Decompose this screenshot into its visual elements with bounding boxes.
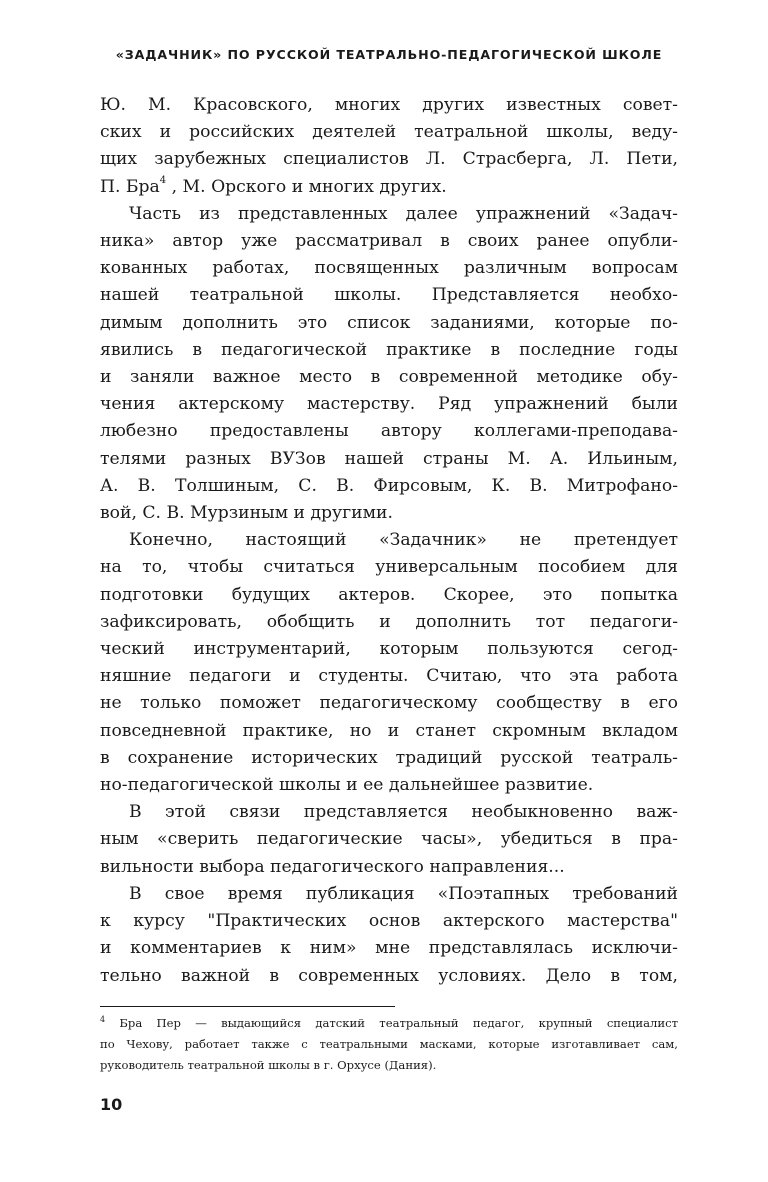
text-line: В этой связи представляется необыкновенно важ- xyxy=(129,802,678,823)
text-line xyxy=(100,174,678,201)
text-line: вильности выбора педагогического направления... xyxy=(100,856,565,877)
footnote-line: руководитель театральной школы в г. Орхусе (Дания). xyxy=(100,1057,437,1072)
text-fragment: П. Бра xyxy=(100,176,160,197)
text-line: телями разных ВУЗов нашей страны М. А. Ильиным, xyxy=(100,448,678,469)
text-line: ным «сверить педагогические часы», убедиться в пра- xyxy=(100,829,678,850)
text-line: ника» автор уже рассматривал в своих ранее опубли- xyxy=(100,231,678,252)
text-line: В свое время публикация «Поэтапных требований xyxy=(129,883,678,904)
footnote-text: Бра Пер — выдающийся датский театральный педагог, крупный специалист xyxy=(105,1016,678,1030)
text-line: Ю. М. Красовского, многих других известных совет- xyxy=(100,95,678,115)
text-line: няшние педагоги и студенты. Считаю, что эта работа xyxy=(100,666,678,687)
text-line: щих зарубежных специалистов Л. Страсберга, Л. Пети, xyxy=(100,149,678,170)
body-text xyxy=(100,92,678,990)
text-line: зафиксировать, обобщить и дополнить тот педагоги- xyxy=(100,611,678,632)
text-line: явились в педагогической практике в последние годы xyxy=(100,339,678,360)
text-line: А. В. Толшиным, С. В. Фирсовым, К. В. Митрофано- xyxy=(100,475,678,496)
text-line: к курсу "Практических основ актерского мастерства" xyxy=(100,911,678,932)
text-line: Конечно, настоящий «Задачник» не претендует xyxy=(129,530,678,551)
text-line: кованных работах, посвященных различным вопросам xyxy=(100,258,678,279)
text-line: ческий инструментарий, которым пользуются сегод- xyxy=(100,639,678,660)
footnote-reference[interactable]: 4 xyxy=(159,174,167,186)
text-line: и заняли важное место в современной методике обу- xyxy=(100,367,678,388)
footnote-divider xyxy=(100,1006,395,1007)
page-number: 10 xyxy=(100,1095,123,1114)
text-fragment: , М. Орского и многих других. xyxy=(166,176,447,197)
text-line: Часть из представленных далее упражнений «Задач- xyxy=(129,203,678,224)
footnote-line: по Чехову, работает также с театральными масками, которые изготавливает сам, xyxy=(100,1036,678,1051)
text-line: чения актерскому мастерству. Ряд упражнений были xyxy=(100,394,678,415)
text-line: нашей театральной школы. Представляется необхо- xyxy=(100,285,678,306)
text-line: и комментариев к ним» мне представлялась исключи- xyxy=(100,938,678,959)
footnote-line xyxy=(100,1013,678,1034)
text-line: димым дополнить это список заданиями, которые по- xyxy=(100,312,678,333)
text-line: ских и российских деятелей театральной школы, веду- xyxy=(100,122,678,143)
text-line: но-педагогической школы и ее дальнейшее развитие. xyxy=(100,775,594,796)
footnote xyxy=(100,1013,678,1075)
text-line: не только поможет педагогическому сообществу в его xyxy=(100,693,678,714)
running-head: «ЗАДАЧНИК» ПО РУССКОЙ ТЕАТРАЛЬНО-ПЕДАГОГИЧЕСКОЙ ШКОЛЕ xyxy=(115,47,663,62)
text-line: в сохранение исторических традиций русской театраль- xyxy=(100,747,678,768)
text-line: тельно важной в современных условиях. Дело в том, xyxy=(100,965,678,986)
footnote-number: 4 xyxy=(100,1015,106,1025)
text-line: подготовки будущих актеров. Скорее, это попытка xyxy=(100,584,678,605)
text-line: вой, С. В. Мурзиным и другими. xyxy=(100,503,393,524)
text-line: повседневной практике, но и станет скромным вкладом xyxy=(100,720,678,741)
text-line: на то, чтобы считаться универсальным пособием для xyxy=(100,557,678,578)
text-line: любезно предоставлены автору коллегами-преподава- xyxy=(100,421,678,442)
